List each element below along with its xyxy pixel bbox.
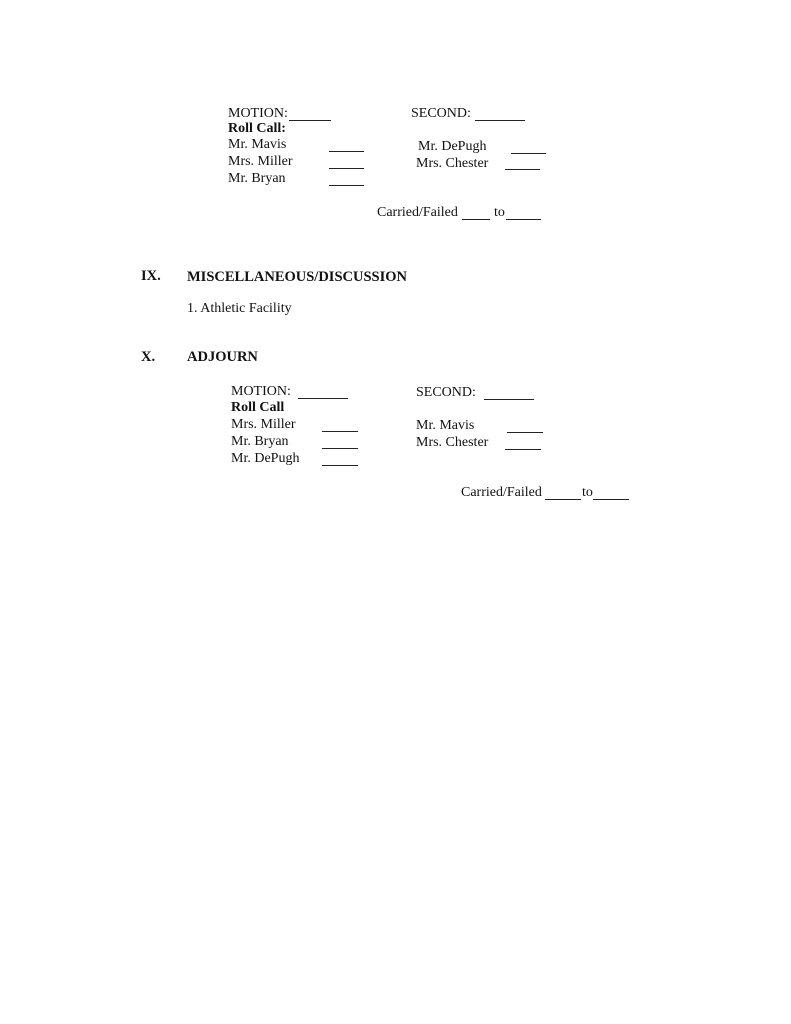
vote-blank[interactable] — [329, 185, 364, 186]
to-label: to — [582, 485, 593, 500]
carried-failed-label: Carried/Failed — [461, 485, 542, 500]
carried-failed-label: Carried/Failed — [377, 205, 458, 220]
vote-blank[interactable] — [507, 432, 543, 433]
second-label: SECOND: — [411, 106, 471, 121]
failed-count-blank[interactable] — [506, 219, 541, 220]
to-label: to — [494, 205, 505, 220]
member-name: Mr. Bryan — [228, 171, 286, 186]
vote-blank[interactable] — [511, 153, 546, 154]
motion-label: MOTION: — [228, 106, 288, 121]
second-blank[interactable] — [475, 120, 525, 121]
vote-blank[interactable] — [322, 465, 358, 466]
vote-blank[interactable] — [329, 168, 364, 169]
member-name: Mr. Mavis — [416, 418, 475, 433]
roll-call-label: Roll Call: — [228, 121, 286, 136]
roll-call-label: Roll Call — [231, 400, 285, 415]
member-name: Mr. Mavis — [228, 137, 287, 152]
section-number: X. — [141, 349, 156, 365]
motion-label: MOTION: — [231, 384, 291, 399]
second-blank[interactable] — [484, 399, 534, 400]
vote-blank[interactable] — [322, 448, 358, 449]
vote-blank[interactable] — [505, 449, 541, 450]
vote-blank[interactable] — [322, 431, 358, 432]
section-title: MISCELLANEOUS/DISCUSSION — [187, 269, 407, 285]
carried-count-blank[interactable] — [462, 219, 490, 220]
carried-count-blank[interactable] — [545, 499, 581, 500]
section-number: IX. — [141, 268, 161, 284]
failed-count-blank[interactable] — [593, 499, 629, 500]
member-name: Mr. DePugh — [418, 139, 487, 154]
member-name: Mrs. Miller — [231, 417, 296, 432]
member-name: Mrs. Chester — [416, 156, 489, 171]
motion-blank[interactable] — [298, 398, 348, 399]
member-name: Mrs. Miller — [228, 154, 293, 169]
section-title: ADJOURN — [187, 349, 258, 365]
list-item: 1. Athletic Facility — [187, 301, 292, 316]
member-name: Mr. Bryan — [231, 434, 289, 449]
second-label: SECOND: — [416, 385, 476, 400]
motion-blank[interactable] — [289, 120, 331, 121]
member-name: Mrs. Chester — [416, 435, 489, 450]
vote-blank[interactable] — [505, 169, 540, 170]
member-name: Mr. DePugh — [231, 451, 300, 466]
vote-blank[interactable] — [329, 151, 364, 152]
